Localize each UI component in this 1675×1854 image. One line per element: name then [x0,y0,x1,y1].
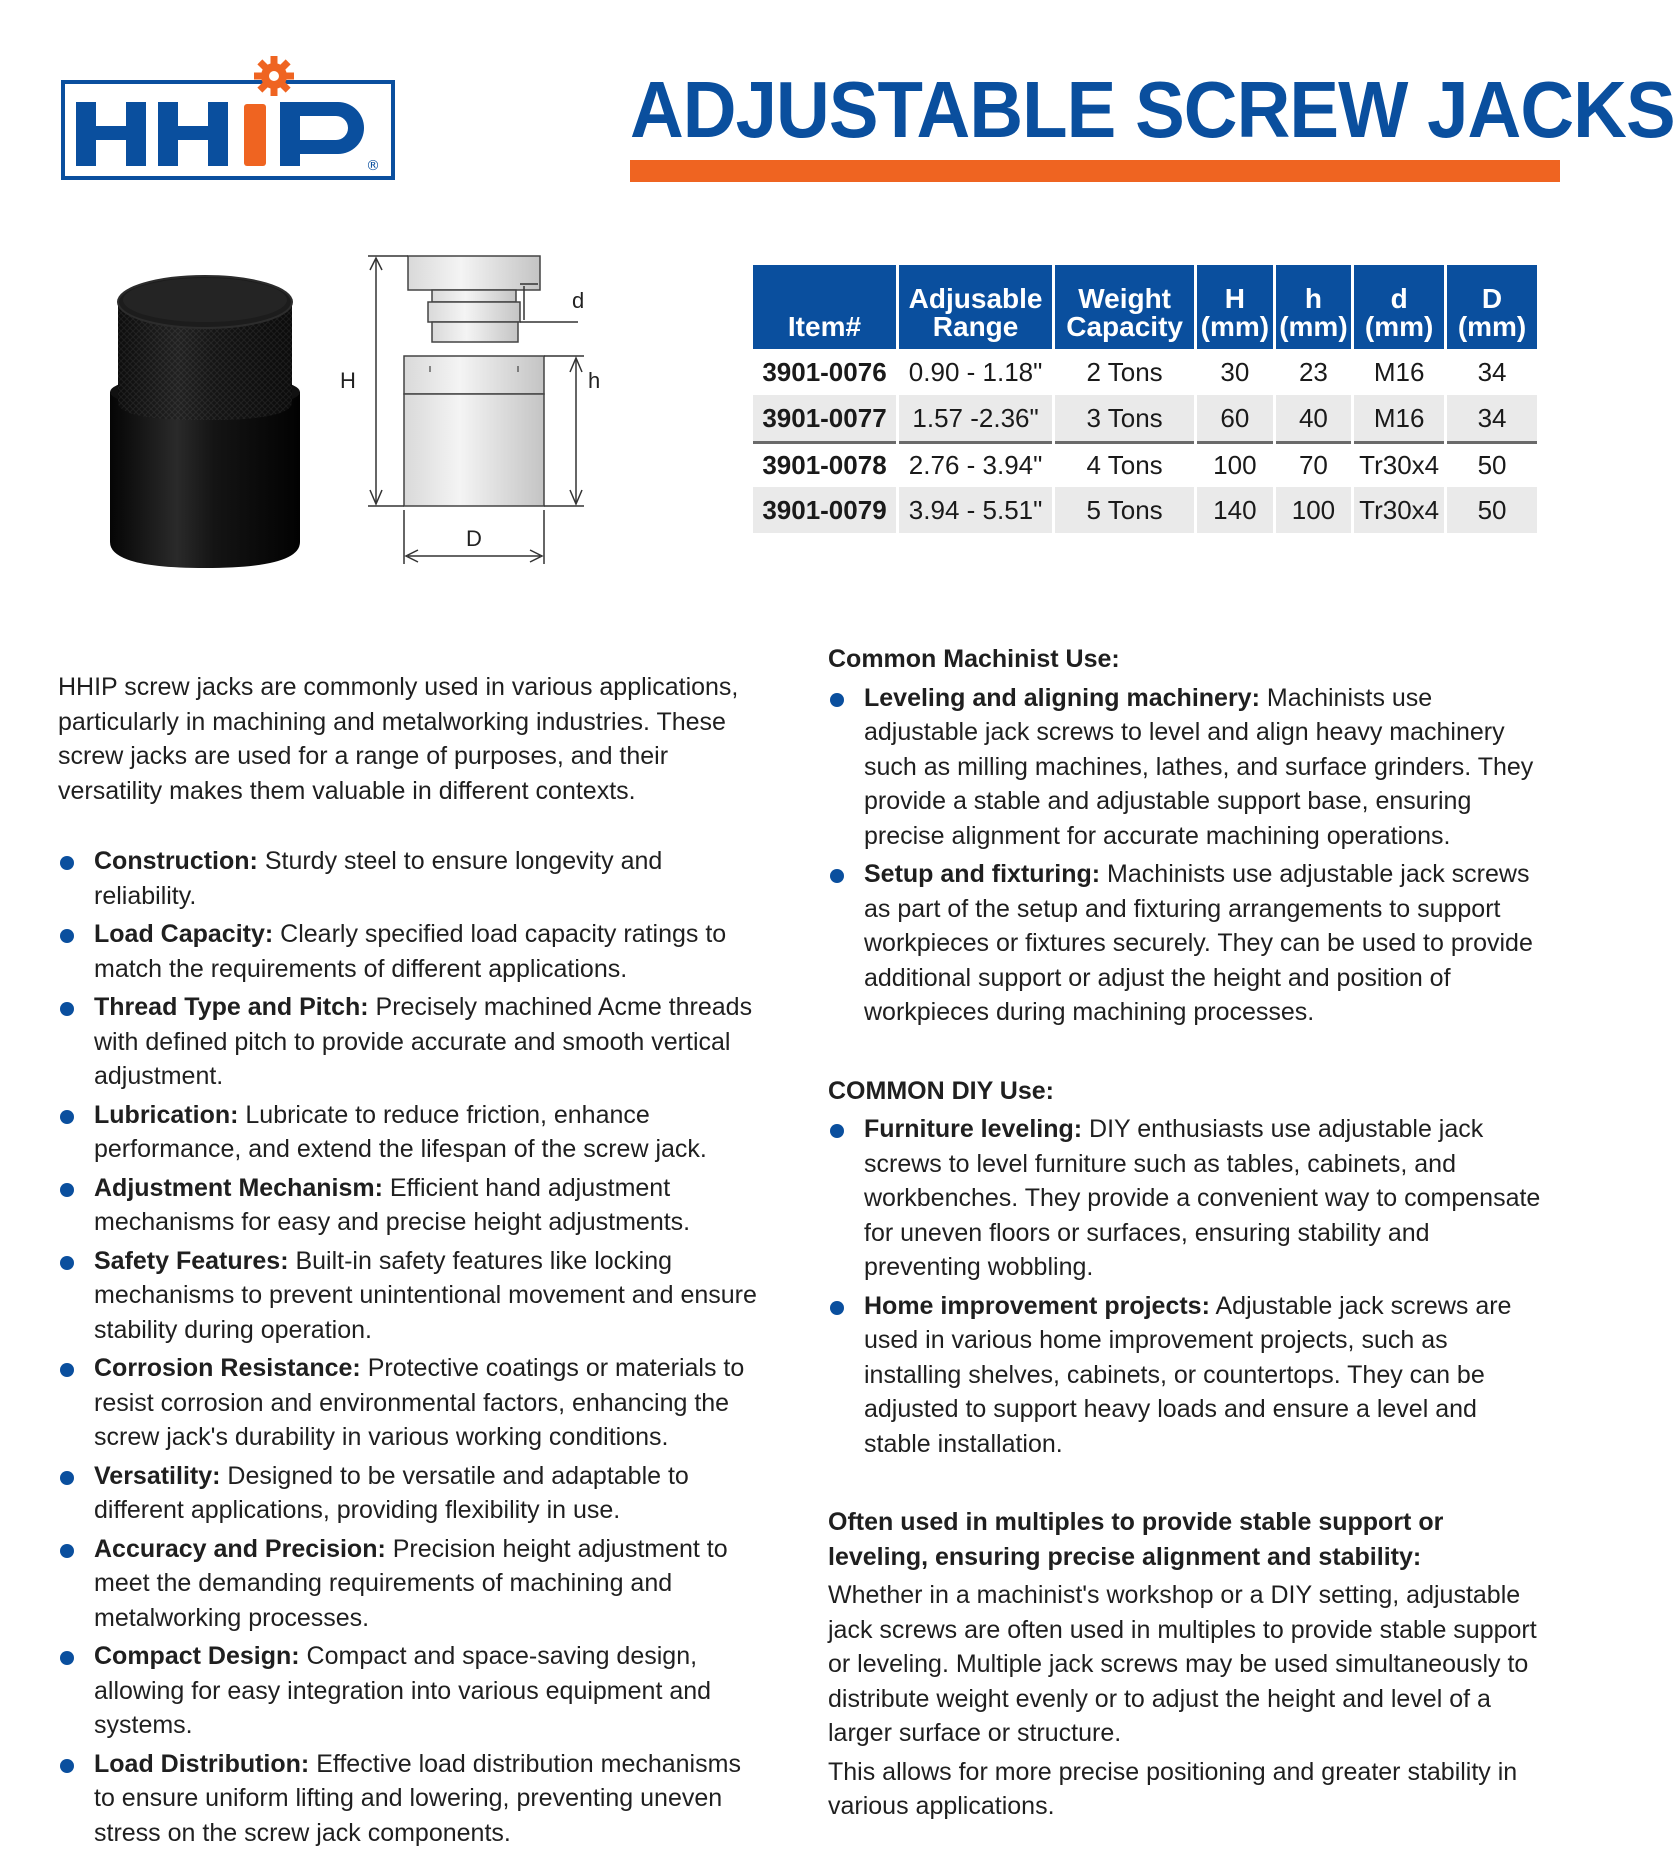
title-underline [630,160,1560,182]
list-item: Load Capacity: Clearly specified load capacity ratings to match the requirements of different applications. [58,917,758,986]
gear-icon [254,56,294,96]
col-header-capacity: Weight Capacity [1055,265,1194,349]
right-column [828,642,1548,1828]
list-item: Lubrication: Lubricate to reduce friction, enhance performance, and extend the lifespan of the screw jack. [58,1098,758,1167]
spec-table [750,265,1540,533]
col-header-d: d (mm) [1354,265,1444,349]
dim-label-h: h [588,368,601,393]
list-item: Setup and fixturing: Machinists use adjustable jack screws as part of the setup and fixturing arrangements to support workpieces or fixtures securely. They can be used to provide additional support or adjust the height and position of workpieces during machining processes. [828,857,1548,1030]
table-row: 3901-0079 3.94 - 5.51" 5 Tons 140 100 Tr30x4 50 [753,487,1537,533]
multiples-paragraph: Whether in a machinist's workshop or a DIY setting, adjustable jack screws are often used in multiples to provide stable support or leveling. Multiple jack screws may be used simultaneously to distribute weight evenly or to adjust the height and level of a larger surface or structure. [828,1581,1537,1747]
col-header-D: D (mm) [1447,265,1537,349]
screw-jack-photo [100,262,310,572]
list-item: Construction: Sturdy steel to ensure longevity and reliability. [58,844,758,913]
col-header-h: h (mm) [1276,265,1352,349]
table-row: 3901-0076 0.90 - 1.18" 2 Tons 30 23 M16 34 [762,356,1507,387]
col-header-H: H (mm) [1197,265,1273,349]
diy-heading: COMMON DIY Use: [828,1076,1054,1105]
svg-text:®: ® [366,158,380,174]
multiples-heading: Often used in multiples to provide stable support or leveling, ensuring precise alignment and stability: [828,1508,1444,1571]
machinist-list [828,681,1548,1030]
diy-list [828,1112,1548,1461]
page-title: ADJUSTABLE SCREW JACKS [630,65,1675,154]
list-item: Adjustment Mechanism: Efficient hand adjustment mechanisms for easy and precise height adjustments. [58,1171,758,1240]
list-item: Corrosion Resistance: Protective coatings or materials to resist corrosion and environmental factors, enhancing the screw jack's durability in various working conditions. [58,1351,758,1455]
dim-label-D: D [466,526,482,551]
table-header-row [753,265,1537,349]
list-item: Safety Features: Built-in safety features like locking mechanisms to prevent unintentional movement and ensure stability during operation. [58,1244,758,1348]
list-item: Furniture leveling: DIY enthusiasts use adjustable jack screws to level furniture such as tables, cabinets, and workbenches. They provide a convenient way to compensate for uneven floors or surfaces, ensuring stability and preventing wobbling. [828,1112,1548,1285]
table-row: 3901-0078 2.76 - 3.94" 4 Tons 100 70 Tr30x4 50 [753,441,1537,487]
list-item: Thread Type and Pitch: Precisely machined Acme threads with defined pitch to provide accurate and smooth vertical adjustment. [58,990,758,1094]
list-item: Accuracy and Precision: Precision height adjustment to meet the demanding requirements of machining and metalworking processes. [58,1532,758,1636]
left-column [58,670,758,1854]
features-list [58,844,758,1850]
list-item: Home improvement projects: Adjustable jack screws are used in various home improvement projects, such as installing shelves, cabinets, or countertops. They can be adjusted to support heavy loads and ensure a level and stable installation. [828,1289,1548,1462]
list-item: Compact Design: Compact and space-saving design, allowing for easy integration into various equipment and systems. [58,1639,758,1743]
col-header-range: Adjusable Range [899,265,1052,349]
dim-label-H: H [340,368,356,393]
hhip-logo [60,52,396,182]
list-item: Load Distribution: Effective load distribution mechanisms to ensure uniform lifting and lowering, preventing uneven stress on the screw jack components. [58,1747,758,1851]
col-header-item: Item# [753,265,896,349]
table-row: 3901-0077 1.57 -2.36" 3 Tons 60 40 M16 34 [753,395,1537,441]
list-item: Leveling and aligning machinery: Machinists use adjustable jack screws to level and align heavy machinery such as milling machines, lathes, and surface grinders. They provide a stable and adjustable support base, ensuring precise alignment for accurate machining operations. [828,681,1548,854]
multiples-paragraph-2: This allows for more precise positioning and greater stability in various applications. [828,1757,1518,1820]
dimension-diagram [338,238,628,588]
list-item: Versatility: Designed to be versatile and adaptable to different applications, providing flexibility in use. [58,1459,758,1528]
intro-paragraph: HHIP screw jacks are commonly used in various applications, particularly in machining and metalworking industries. These screw jacks are used for a range of purposes, and their versatility makes them valuable in different contexts. [58,673,739,805]
machinist-heading: Common Machinist Use: [828,645,1120,673]
dim-label-d: d [572,288,585,313]
